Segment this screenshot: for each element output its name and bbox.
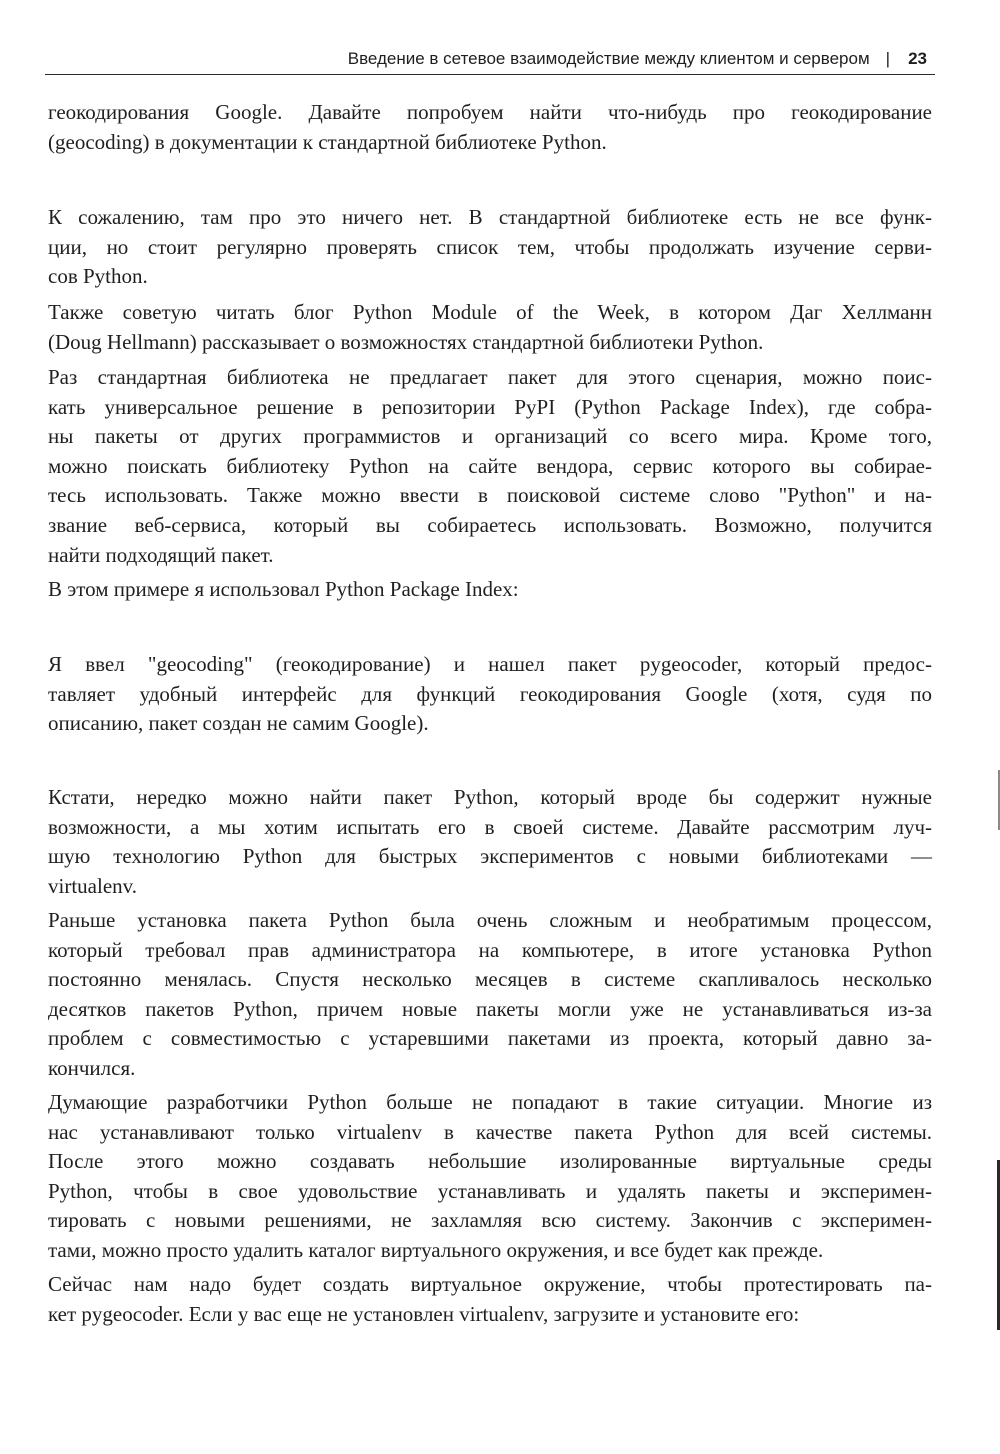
text-line: После этого можно создавать небольшие изолированные виртуальные среды — [48, 1149, 932, 1174]
text-line: который требовал прав администратора на компьютере, в итоге установка Python — [48, 937, 932, 962]
text-line: кончился. — [48, 1055, 136, 1080]
paragraph-4 — [48, 363, 932, 570]
text-line: тами, можно просто удалить каталог виртуального окружения, и все будет как прежде. — [48, 1237, 824, 1262]
text-line: Раньше установка пакета Python была очень сложным и необратимым процессом, — [48, 908, 932, 932]
text-line: десятков пакетов Python, причем новые пакеты могли уже не устанавливаться из-за — [48, 996, 932, 1021]
paragraph-3 — [48, 298, 932, 357]
paragraph-5 — [48, 575, 932, 605]
text-line: virtualenv. — [48, 873, 138, 898]
text-line: нас устанавливают только virtualenv в качестве пакета Python для всей системы. — [48, 1119, 932, 1144]
text-line: кать универсальное решение в репозитории PyPI (Python Package Index), где собра- — [48, 394, 932, 419]
text-line: описанию, пакет создан не самим Google). — [48, 711, 429, 736]
text-line: Думающие разработчики Python больше не попадают в такие ситуации. Многие из — [48, 1090, 932, 1114]
text-line: (geocoding) в документации к стандартной библиотеке Python. — [48, 129, 607, 154]
paragraph-7 — [48, 783, 932, 901]
text-line: тировать с новыми решениями, не захламляя всю систему. Закончив с эксперимен- — [48, 1208, 932, 1233]
paragraph-9 — [48, 1088, 932, 1266]
text-line: сов Python. — [48, 264, 148, 289]
text-line: Кстати, нередко можно найти пакет Python, который вроде бы содержит нужные — [48, 785, 932, 809]
text-line: постоянно менялась. Спустя несколько месяцев в системе скапливалось несколько — [48, 967, 932, 992]
text-line: кет pygeocoder. Если у вас еще не установлен virtualenv, загрузите и установите его: — [48, 1301, 800, 1326]
running-header-title: Введение в сетевое взаимодействие между клиентом и сервером — [347, 49, 870, 68]
text-line: Также советую читать блог Python Module of the Week, в котором Даг Хеллманн — [48, 300, 932, 324]
text-line: геокодирования Google. Давайте попробуем найти что-нибудь про геокодирование — [48, 100, 932, 124]
text-line: найти подходящий пакет. — [48, 542, 274, 567]
header-separator: | — [885, 49, 891, 68]
text-line: Python, чтобы в свое удовольствие устанавливать и удалять пакеты и эксперимен- — [48, 1178, 932, 1203]
paragraph-10 — [48, 1270, 932, 1329]
text-line: проблем с совместимостью с устаревшими пакетами из проекта, который давно за- — [48, 1026, 932, 1051]
page-number: 23 — [908, 49, 927, 68]
text-line: ции, но стоит регулярно проверять список тем, чтобы продолжать изучение серви- — [48, 234, 932, 259]
text-line: ны пакеты от других программистов и организаций со всего мира. Кроме того, — [48, 424, 932, 449]
text-line: Я ввел "geocoding" (геокодирование) и нашел пакет pygeocoder, который предос- — [48, 652, 932, 676]
running-header — [45, 48, 935, 75]
text-line: (Doug Hellmann) рассказывает о возможностях стандартной библиотеки Python. — [48, 329, 764, 354]
paragraph-1 — [48, 98, 932, 157]
text-line: тавляет удобный интерфейс для функций геокодирования Google (хотя, судя по — [48, 681, 932, 706]
text-line: возможности, а мы хотим испытать его в своей системе. Давайте рассмотрим луч- — [48, 814, 932, 839]
text-line: можно поискать библиотеку Python на сайте вендора, сервис которого вы собирае- — [48, 453, 932, 478]
text-line: Сейчас нам надо будет создать виртуальное окружение, чтобы протестировать па- — [48, 1272, 932, 1296]
paragraph-8 — [48, 906, 932, 1084]
text-line: К сожалению, там про это ничего нет. В стандартной библиотеке есть не все функ- — [48, 205, 932, 229]
text-line: тесь использовать. Также можно ввести в поисковой системе слово "Python" и на- — [48, 483, 932, 508]
paragraph-6 — [48, 650, 932, 739]
text-line: Раз стандартная библиотека не предлагает пакет для этого сценария, можно поис- — [48, 365, 932, 389]
text-line: В этом примере я использовал Python Package Index: — [48, 577, 519, 601]
paragraph-2 — [48, 203, 932, 292]
text-line: шую технологию Python для быстрых экспериментов с новыми библиотеками — — [48, 844, 932, 869]
text-line: звание веб-сервиса, который вы собираетесь использовать. Возможно, получится — [48, 512, 932, 537]
